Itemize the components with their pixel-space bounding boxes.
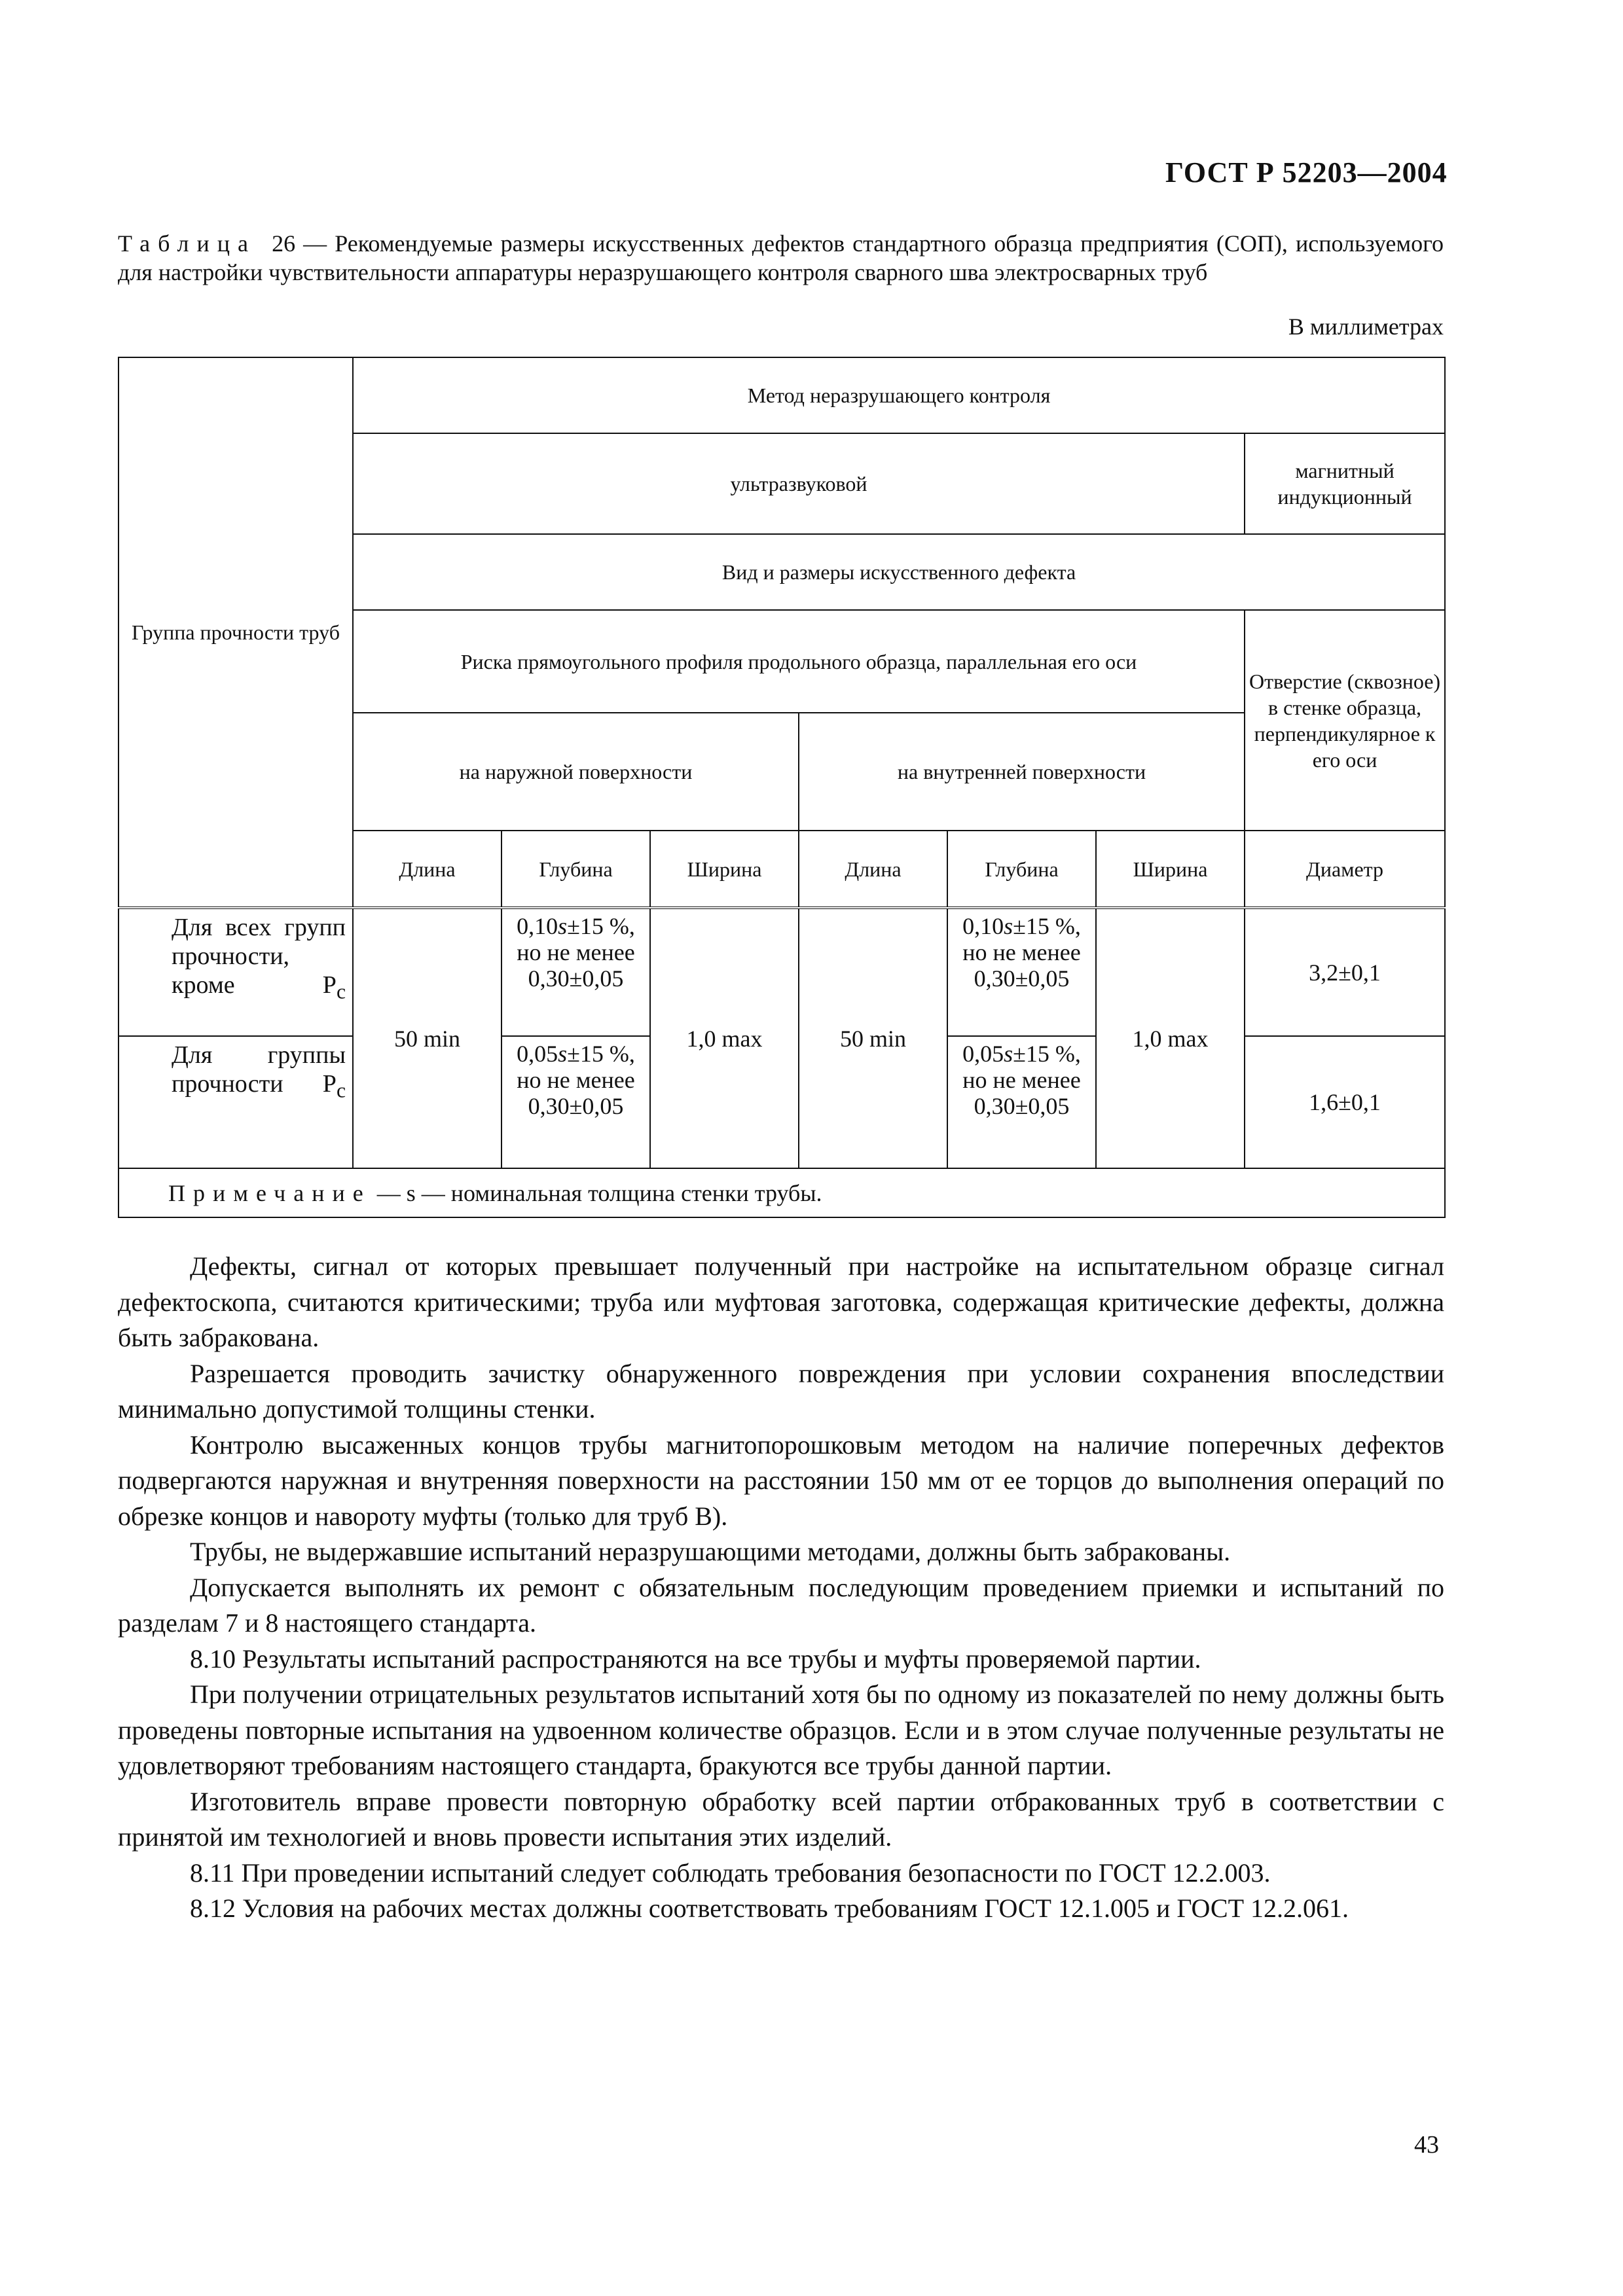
column-header: Длина [799, 831, 947, 908]
outer-surface-header: на наружной поверхности [353, 713, 799, 831]
column-header: Ширина [650, 831, 799, 908]
group-label: Для всех групп прочности, кроме $Р_с$ [119, 908, 353, 1036]
defects-table [118, 357, 1446, 1218]
body-text [118, 1249, 1444, 1927]
defect-header: Вид и размеры искусственного дефекта [353, 534, 1445, 610]
paragraph: При получении отрицательных результатов испытаний хотя бы по одному из показателей по нему должны быть проведены повторные испытания на удвоенном количестве образцов. Если и в этом случае полученные результаты не удовлетворяют требованиям настоящего стандарта, бракуются все трубы данной партии. [118, 1679, 1444, 1780]
paragraph: 8.12 Условия на рабочих местах должны соответствовать требованиям ГОСТ 12.1.005 и ГОСТ 12.2.061. [190, 1893, 1349, 1923]
group-header: Группа прочности труб [132, 620, 340, 644]
notch-header: Риска прямоугольного профиля продольного образца, параллельная его оси [353, 610, 1245, 713]
paragraph: Допускается выполнять их ремонт с обязательным последующим проведением приемки и испытаний по разделам 7 и 8 настоящего стандарта. [118, 1572, 1444, 1638]
caption-text: 26 — Рекомендуемые размеры искусственных дефектов стандартного образца предприятия (СОП), используемого для настройки чувствительности аппаратуры неразрушающего контроля сварного шва электросварных труб [118, 230, 1444, 285]
paragraph: Дефекты, сигнал от которых превышает полученный при настройке на испытательном образце сигнал дефектоскопа, считаются критическими; труба или муфтовая заготовка, содержащая критические дефекты, должна быть забракована. [118, 1251, 1444, 1352]
note-label: Примечание [168, 1179, 371, 1206]
outer-depth: 0,10s±15 %, но не менее 0,30±0,05 [501, 908, 650, 1036]
column-header: Ширина [1096, 831, 1245, 908]
column-header: Глубина [501, 831, 650, 908]
paragraph: 8.11 При проведении испытаний следует соблюдать требования безопасности по ГОСТ 12.2.003. [190, 1857, 1271, 1888]
note-text: — s — номинальная толщина стенки трубы. [371, 1179, 822, 1206]
inner-depth: 0,10s±15 %, но не менее 0,30±0,05 [947, 908, 1096, 1036]
page-number: 43 [1414, 2131, 1439, 2159]
group-label: Для группы прочности $Р_с$ [119, 1036, 353, 1168]
outer-width: 1,0 max [650, 908, 799, 1168]
method-header: Метод неразрушающего контроля [353, 357, 1445, 433]
document-code: ГОСТ Р 52203—2004 [1165, 156, 1448, 188]
column-header: Диаметр [1245, 831, 1445, 908]
table-note [119, 1168, 1445, 1217]
inner-length: 50 min [799, 908, 947, 1168]
paragraph: Контролю высаженных концов трубы магнитопорошковым методом на наличие поперечных дефектов подвергаются наружная и внутренняя поверхности на расстоянии 150 мм от ее торцов до выполнения операций по обрезке концов и навороту муфты (только для труб В). [118, 1429, 1444, 1531]
outer-length: 50 min [353, 908, 501, 1168]
group-header-cell [119, 357, 353, 908]
paragraph: Изготовитель вправе провести повторную обработку всей партии отбракованных труб в соответствии с принятой им технологией и вновь провести испытания этих изделий. [118, 1786, 1444, 1852]
inner-depth: 0,05s±15 %, но не менее 0,30±0,05 [947, 1036, 1096, 1168]
caption-label: Таблица [118, 230, 256, 257]
paragraph: 8.10 Результаты испытаний распространяются на все трубы и муфты проверяемой партии. [190, 1643, 1201, 1674]
paragraph: Трубы, не выдержавшие испытаний неразрушающими методами, должны быть забракованы. [190, 1537, 1231, 1566]
paragraph: Разрешается проводить зачистку обнаруженного повреждения при условии сохранения впоследствии минимально допустимой толщины стенки. [118, 1358, 1444, 1424]
ultrasonic-header: ультразвуковой [353, 433, 1245, 534]
column-header: Глубина [947, 831, 1096, 908]
units-label: В миллиметрах [1288, 314, 1444, 340]
inner-surface-header: на внутренней поверхности [799, 713, 1245, 831]
hole-diameter: 3,2±0,1 [1245, 908, 1445, 1036]
outer-depth: 0,05s±15 %, но не менее 0,30±0,05 [501, 1036, 650, 1168]
magnetic-header: магнитный индукционный [1245, 433, 1445, 534]
inner-width: 1,0 max [1096, 908, 1245, 1168]
column-header: Длина [353, 831, 501, 908]
table-row [119, 908, 1445, 1036]
table-caption [118, 229, 1444, 287]
hole-diameter: 1,6±0,1 [1245, 1036, 1445, 1168]
hole-header: Отверстие (сквозное) в стенке образца, перпендикулярное к его оси [1245, 610, 1445, 831]
